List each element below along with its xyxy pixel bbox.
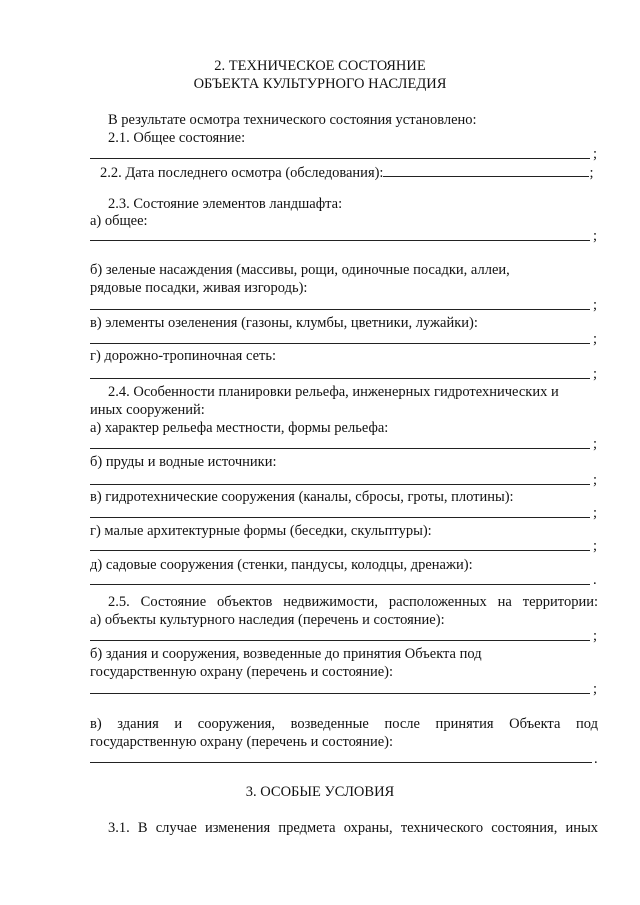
semicolon: ;: [593, 331, 598, 347]
fill-line-2-1[interactable]: [90, 158, 590, 159]
fill-line-2-3-v[interactable]: [90, 343, 590, 344]
item-2-4-a-label: а) характер рельефа местности, формы рельефа:: [90, 420, 389, 436]
semicolon: ;: [593, 366, 598, 382]
fill-line-2-3-a[interactable]: [90, 240, 590, 241]
semicolon: ;: [593, 628, 598, 644]
fill-line-2-4-v[interactable]: [90, 517, 590, 518]
intro-text: В результате осмотра технического состояния установлено:: [108, 112, 477, 128]
item-2-4-line1: 2.4. Особенности планировки рельефа, инженерных гидротехнических и: [108, 384, 559, 400]
item-2-4-v-label: в) гидротехнические сооружения (каналы, сбросы, гроты, плотины):: [90, 489, 514, 505]
item-2-4-d-label: д) садовые сооружения (стенки, пандусы, колодцы, дренажи):: [90, 557, 473, 573]
period: .: [594, 751, 598, 767]
item-2-3-g-label: г) дорожно-тропиночная сеть:: [90, 348, 277, 364]
item-2-4-g-label: г) малые архитектурные формы (беседки, скульптуры):: [90, 523, 432, 539]
fill-line-2-2[interactable]: [383, 164, 589, 177]
section-2-title-line2: ОБЪЕКТА КУЛЬТУРНОГО НАСЛЕДИЯ: [193, 76, 447, 92]
item-2-3-label: 2.3. Состояние элементов ландшафта:: [108, 196, 343, 212]
item-2-5-b-line1: б) здания и сооружения, возведенные до принятия Объекта под: [90, 646, 482, 662]
fill-line-2-3-g[interactable]: [90, 378, 590, 379]
item-2-2-label: [100, 164, 594, 181]
item-2-4-b-label: б) пруды и водные источники:: [90, 454, 277, 470]
semicolon: ;: [593, 505, 598, 521]
item-2-3-a-label: а) общее:: [90, 213, 148, 229]
semicolon: ;: [593, 146, 598, 162]
fill-line-2-4-a[interactable]: [90, 448, 590, 449]
item-2-3-v-label: в) элементы озеленения (газоны, клумбы, цветники, лужайки):: [90, 315, 478, 331]
item-2-3-b-line1: б) зеленые насаждения (массивы, рощи, одиночные посадки, аллеи,: [90, 262, 510, 278]
fill-line-2-4-g[interactable]: [90, 550, 590, 551]
semicolon: ;: [593, 681, 598, 697]
fill-line-2-4-d[interactable]: [90, 584, 590, 585]
semicolon: ;: [593, 472, 598, 488]
item-2-5-a-label: а) объекты культурного наследия (перечень и состояние):: [90, 612, 445, 628]
item-2-2-text: 2.2. Дата последнего осмотра (обследования):: [100, 165, 384, 181]
fill-line-2-5-a[interactable]: [90, 640, 590, 641]
semicolon: ;: [593, 297, 598, 313]
semicolon: ;: [593, 436, 598, 452]
item-2-5-v-line2: государственную охрану (перечень и состояние):: [90, 734, 394, 750]
fill-line-2-3-b[interactable]: [90, 309, 590, 310]
period: .: [593, 572, 597, 588]
section-2-title-line1: 2. ТЕХНИЧЕСКОЕ СОСТОЯНИЕ: [214, 58, 426, 74]
item-2-5-line1: 2.5. Состояние объектов недвижимости, расположенных на территории:: [108, 594, 598, 610]
item-3-1-line1: 3.1. В случае изменения предмета охраны, технического состояния, иных: [108, 820, 598, 836]
semicolon: ;: [589, 165, 594, 181]
fill-line-2-4-b[interactable]: [90, 484, 590, 485]
section-3-title: 3. ОСОБЫЕ УСЛОВИЯ: [245, 784, 395, 800]
fill-line-2-5-b[interactable]: [90, 693, 590, 694]
semicolon: ;: [593, 228, 598, 244]
item-2-5-b-line2: государственную охрану (перечень и состояние):: [90, 664, 394, 680]
fill-line-2-5-v[interactable]: [90, 762, 592, 763]
item-2-4-line2: иных сооружений:: [90, 402, 205, 418]
semicolon: ;: [593, 538, 598, 554]
item-2-1-label: 2.1. Общее состояние:: [108, 130, 246, 146]
item-2-3-b-line2: рядовые посадки, живая изгородь):: [90, 280, 308, 296]
item-2-5-v-line1: в) здания и сооружения, возведенные после принятия Объекта под: [90, 716, 598, 732]
